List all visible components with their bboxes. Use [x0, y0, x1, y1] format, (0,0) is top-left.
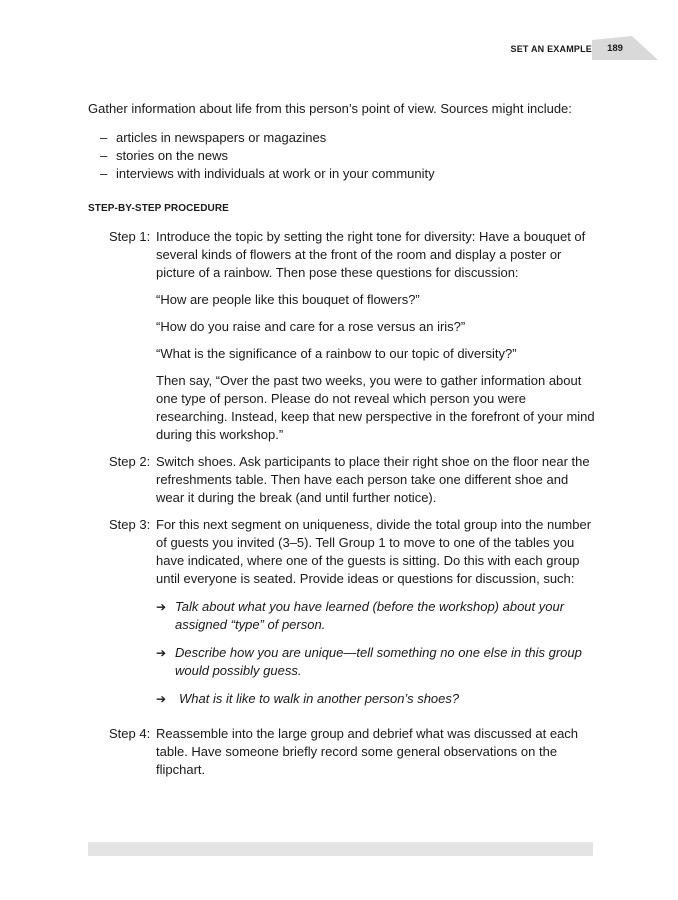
step-paragraph: “How do you raise and care for a rose versus an iris?” — [156, 319, 466, 334]
source-text: articles in newspapers or magazines — [116, 130, 327, 145]
bullet-text: Describe how you are unique—tell something no one else in this group would possibly guess. — [175, 645, 582, 678]
step-paragraph: Then say, “Over the past two weeks, you were to gather information about one type of person. Please do not reveal which person you were researching. Instead, keep that new perspective in the forefront of your mind during this workshop.” — [156, 373, 595, 442]
discussion-bullets — [156, 598, 596, 708]
list-item — [156, 598, 596, 634]
page-number-tab — [592, 36, 658, 62]
step-paragraph: Reassemble into the large group and debrief what was discussed at each table. Have someone briefly record some general observations on the flipchart. — [156, 726, 579, 777]
step-paragraph: “What is the significance of a rainbow to our topic of diversity?” — [156, 346, 517, 361]
bullet-text: What is it like to walk in another person’s shoes? — [179, 691, 460, 706]
intro-paragraph: Gather information about life from this person’s point of view. Sources might include: — [88, 101, 572, 116]
step-3 — [88, 516, 596, 708]
page-content — [88, 100, 596, 788]
step-label: Step 3: — [109, 517, 151, 532]
arrow-right-icon: ➔ — [156, 600, 167, 614]
dash-glyph: – — [100, 130, 108, 145]
footer-bar — [88, 842, 593, 856]
list-item — [88, 129, 596, 147]
step-paragraph: “How are people like this bouquet of flowers?” — [156, 292, 420, 307]
dash-glyph: – — [100, 166, 108, 181]
list-item — [88, 147, 596, 165]
sources-list — [88, 129, 596, 183]
running-head: SET AN EXAMPLE — [510, 44, 592, 54]
page-number: 189 — [607, 43, 623, 54]
step-1 — [88, 228, 596, 444]
step-label: Step 2: — [109, 454, 151, 469]
step-paragraph: For this next segment on uniqueness, divide the total group into the number of guests you invited (3–5). Tell Group 1 to move to one of the tables you have indicated, where one of the guests is sitting. Do this with each group until everyone is seated. Provide ideas or questions for discussion, such: — [156, 517, 592, 586]
step-paragraph: Introduce the topic by setting the right tone for diversity: Have a bouquet of several kinds of flowers at the front of the room and display a poster or picture of a rainbow. Then pose these questions for discussion: — [156, 229, 586, 280]
step-label: Step 1: — [109, 229, 151, 244]
arrow-right-icon: ➔ — [156, 692, 167, 706]
source-text: interviews with individuals at work or in your community — [116, 166, 435, 181]
bullet-text: Talk about what you have learned (before the workshop) about your assigned “type” of person. — [175, 599, 565, 632]
section-heading: STEP-BY-STEP PROCEDURE — [88, 203, 229, 214]
step-2 — [88, 453, 596, 507]
list-item — [156, 644, 596, 680]
step-label: Step 4: — [109, 726, 151, 741]
list-item — [88, 165, 596, 183]
step-4 — [88, 725, 596, 779]
arrow-right-icon: ➔ — [156, 646, 167, 660]
dash-glyph: – — [100, 148, 108, 163]
list-item — [156, 690, 596, 708]
source-text: stories on the news — [116, 148, 229, 163]
step-paragraph: Switch shoes. Ask participants to place their right shoe on the floor near the refreshments table. Then have each person take one different shoe and wear it during the break (and until further notice). — [156, 454, 590, 505]
